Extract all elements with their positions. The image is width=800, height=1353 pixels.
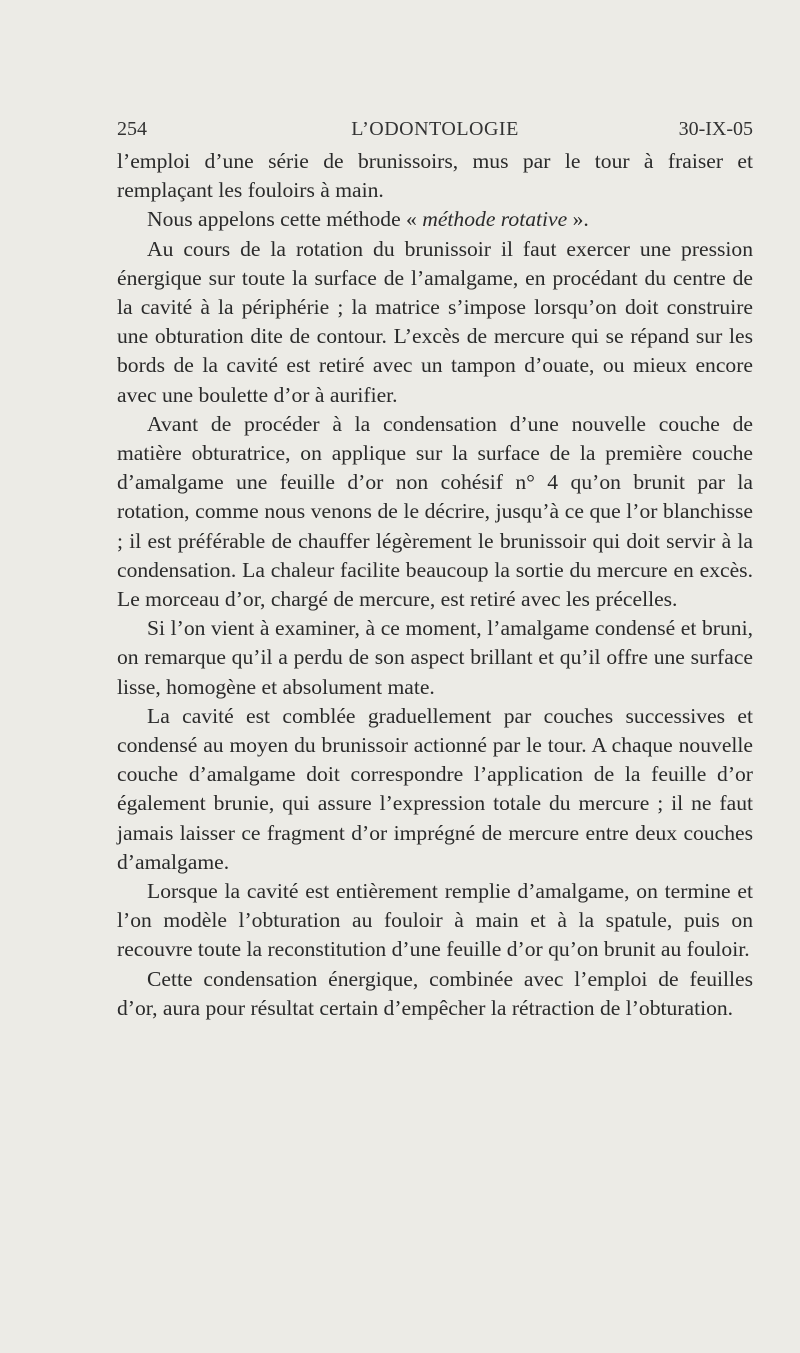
article-body bbox=[117, 147, 753, 1023]
running-header bbox=[117, 118, 753, 144]
page-number: 254 bbox=[117, 118, 147, 140]
issue-date: 30-IX-05 bbox=[678, 118, 753, 140]
running-title: L’ODONTOLOGIE bbox=[351, 118, 519, 140]
paragraph-5: Si l’on vient à examiner, à ce moment, l’amalgame condensé et bruni, on remarque qu’il a perdu de son aspect brillant et qu’il offre une surface lisse, homogène et absolument mate. bbox=[117, 616, 753, 699]
paragraph-8: Cette condensation énergique, combinée avec l’emploi de feuilles d’or, aura pour résultat certain d’empêcher la rétraction de l’obturation. bbox=[117, 966, 753, 1020]
paragraph-2 bbox=[117, 205, 753, 234]
paragraph-7: Lorsque la cavité est entièrement remplie d’amalgame, on termine et l’on modèle l’obturation au fouloir à main et à la spatule, puis on recouvre toute la reconstitution d’une feuille d’or qu’on brunit au fouloir. bbox=[117, 879, 753, 962]
paragraph-3: Au cours de la rotation du brunissoir il faut exercer une pression énergique sur toute la surface de l’amalgame, en procédant du centre de la cavité à la périphérie ; la matrice s’impose lorsqu’on doit construire une obturation dite de contour. L’excès de mercure qui se répand sur les bords de la cavité est retiré avec un tampon d’ouate, ou mieux encore avec une boulette d’or à aurifier. bbox=[117, 236, 753, 407]
paragraph-2-end: ». bbox=[567, 207, 589, 232]
paragraph-4: Avant de procéder à la condensation d’une nouvelle couche de matière obturatrice, on applique sur la surface de la première couche d’amalgame une feuille d’or non cohésif n° 4 qu’on brunit par la rotation, comme nous venons de le décrire, jusqu’à ce que l’or blanchisse ; il est préférable de chauffer légèrement le brunissoir qui doit servir à la condensation. La chaleur facilite beaucoup la sortie du mercure en excès. Le morceau d’or, chargé de mercure, est retiré avec les précelles. bbox=[117, 411, 753, 612]
method-name: méthode rotative bbox=[422, 207, 568, 232]
paragraph-6: La cavité est comblée graduellement par couches successives et condensé au moyen du brunissoir actionné par le tour. A chaque nouvelle couche d’amalgame doit correspondre l’application de la feuille d’or également brunie, qui assure l’expression totale du mercure ; il ne faut jamais laisser ce fragment d’or imprégné de mercure entre deux couches d’amalgame. bbox=[117, 703, 753, 874]
paragraph-1: l’emploi d’une série de brunissoirs, mus par le tour à fraiser et remplaçant les fouloirs à main. bbox=[117, 149, 753, 203]
paragraph-2-text: Nous appelons cette méthode « bbox=[147, 207, 423, 232]
